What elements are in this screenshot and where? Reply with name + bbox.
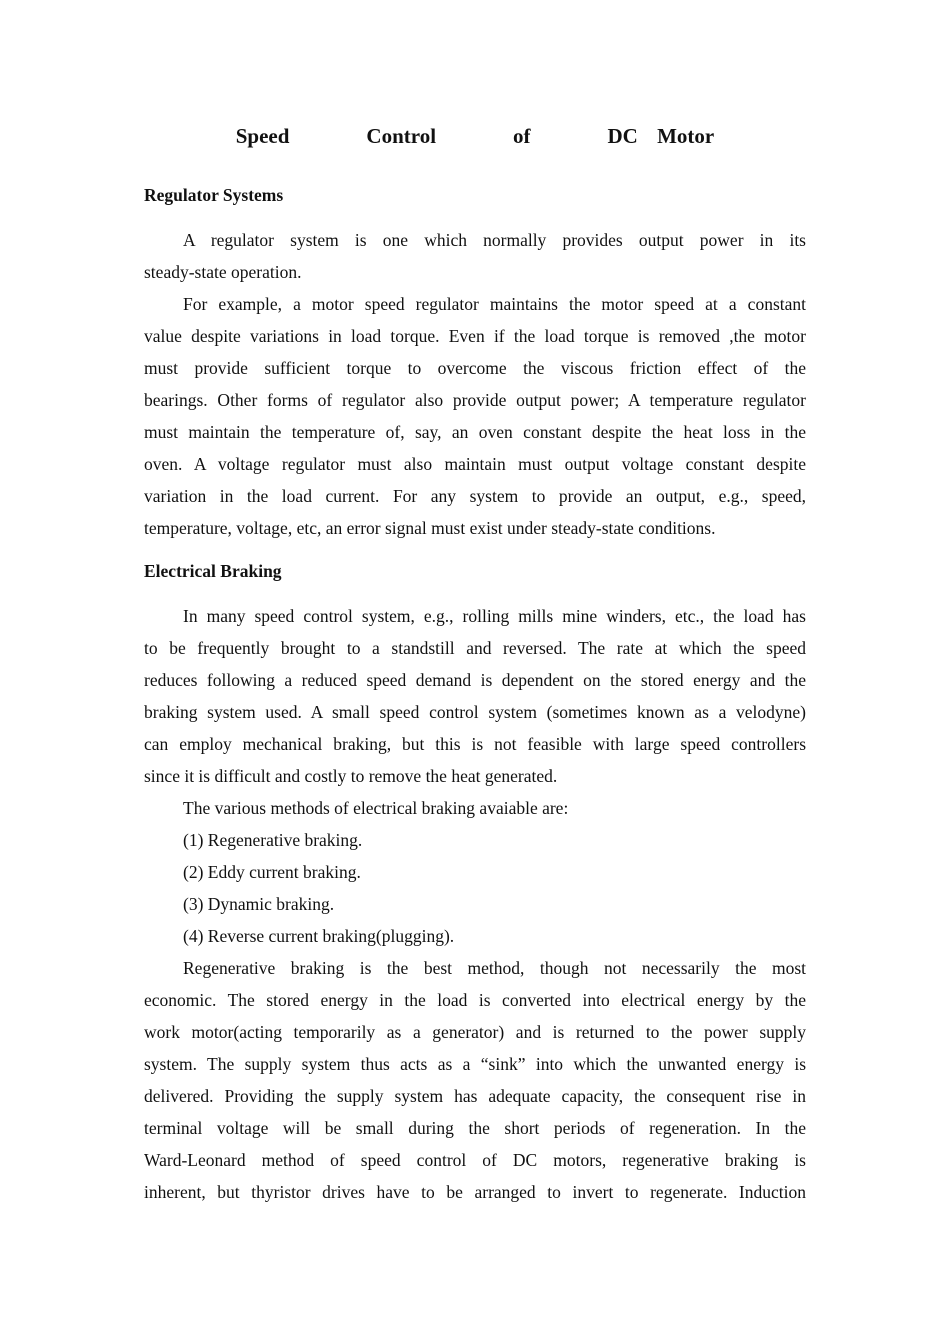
list-item: (2) Eddy current braking. xyxy=(183,862,361,882)
text-line: value despite variations in load torque. Even if the load torque is removed ,the motor xyxy=(144,326,806,346)
text-line: oven. A voltage regulator must also maintain must output voltage constant despite xyxy=(144,454,806,474)
text-line: The various methods of electrical braking avaiable are: xyxy=(183,798,569,818)
section-heading-electrical-braking: Electrical Braking xyxy=(144,561,282,581)
text-line: economic. The stored energy in the load is converted into electrical energy by the xyxy=(144,990,806,1010)
text-line: can employ mechanical braking, but this is not feasible with large speed controllers xyxy=(144,734,806,754)
text-line: inherent, but thyristor drives have to be arranged to invert to regenerate. Induction xyxy=(144,1182,806,1202)
section-heading-regulator-systems: Regulator Systems xyxy=(144,185,284,205)
text-line: system. The supply system thus acts as a “sink” into which the unwanted energy is xyxy=(144,1054,806,1074)
text-line: delivered. Providing the supply system has adequate capacity, the consequent rise in xyxy=(144,1086,806,1106)
text-line: In many speed control system, e.g., rolling mills mine winders, etc., the load has xyxy=(183,606,806,626)
text-line: Regenerative braking is the best method, though not necessarily the most xyxy=(183,958,806,978)
text-line: terminal voltage will be small during the short periods of regeneration. In the xyxy=(144,1118,806,1138)
text-line: For example, a motor speed regulator maintains the motor speed at a constant xyxy=(183,294,806,314)
document-title: Speed Control of DC Motor xyxy=(235,124,715,148)
text-line: A regulator system is one which normally provides output power in its xyxy=(183,230,806,250)
text-line: to be frequently brought to a standstill and reversed. The rate at which the speed xyxy=(144,638,806,658)
text-line: must provide sufficient torque to overcome the viscous friction effect of the xyxy=(144,358,806,378)
text-line: braking system used. A small speed control system (sometimes known as a velodyne) xyxy=(144,702,806,722)
text-line: reduces following a reduced speed demand is dependent on the stored energy and the xyxy=(144,670,806,690)
list-item: (3) Dynamic braking. xyxy=(183,894,335,914)
text-line: since it is difficult and costly to remove the heat generated. xyxy=(144,766,558,786)
text-line: must maintain the temperature of, say, an oven constant despite the heat loss in the xyxy=(144,422,806,442)
text-line: steady-state operation. xyxy=(144,262,302,282)
text-line: work motor(acting temporarily as a generator) and is returned to the power supply xyxy=(144,1022,806,1042)
list-item: (1) Regenerative braking. xyxy=(183,830,363,850)
text-line: variation in the load current. For any system to provide an output, e.g., speed, xyxy=(144,486,806,506)
text-line: bearings. Other forms of regulator also provide output power; A temperature regulator xyxy=(144,390,806,410)
text-line: Ward-Leonard method of speed control of DC motors, regenerative braking is xyxy=(144,1150,806,1170)
list-item: (4) Reverse current braking(plugging). xyxy=(183,926,455,946)
text-line: temperature, voltage, etc, an error signal must exist under steady-state conditions. xyxy=(144,518,716,538)
